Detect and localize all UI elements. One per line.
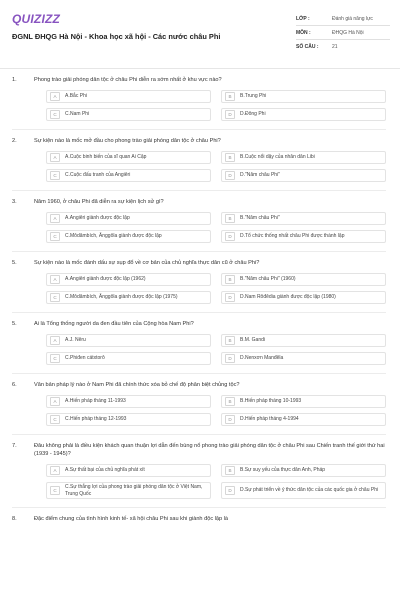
option-letter-box: C (50, 232, 60, 241)
question-text: Văn bản pháp lý nào ở Nam Phi đã chính thức xóa bỏ chế độ phân biệt chủng tộc? (34, 382, 240, 388)
answer-option[interactable] (46, 273, 211, 286)
answer-option[interactable] (221, 169, 386, 182)
meta-label: SỐ CÂU : (296, 44, 319, 50)
meta-value: Đánh giá năng lực (332, 15, 373, 22)
option-letter-box: C (50, 293, 60, 302)
meta-value: 21 (332, 44, 338, 50)
question-item (0, 442, 400, 508)
answer-option[interactable] (221, 90, 386, 103)
option-text: D.Hiến pháp tháng 4-1994 (240, 416, 299, 423)
question-header (12, 76, 386, 84)
answer-option[interactable] (46, 464, 211, 477)
question-item (0, 259, 400, 313)
option-text: A.Cuộc binh biến của sĩ quan Ai Cập (65, 154, 147, 161)
option-letter-box: C (50, 171, 60, 180)
question-item (0, 515, 400, 523)
options-grid (46, 395, 386, 426)
question-header (12, 320, 386, 328)
question-header (12, 198, 386, 206)
option-text: C.Hiến pháp tháng 12-1993 (65, 416, 127, 423)
question-header (12, 259, 386, 267)
question-header (12, 515, 386, 523)
question-text: Sự kiện nào là mốc mở đầu cho phong trào giải phóng dân tộc ở châu Phi? (34, 138, 221, 144)
answer-option[interactable] (46, 169, 211, 182)
meta-row-subject (296, 26, 390, 40)
option-letter-box: D (225, 171, 235, 180)
question-item (0, 320, 400, 374)
answer-option[interactable] (46, 413, 211, 426)
meta-value: ĐHQG Hà Nội (332, 29, 364, 36)
options-grid (46, 464, 386, 499)
answer-option[interactable] (221, 273, 386, 286)
question-number: 7. (12, 443, 17, 449)
question-divider (12, 312, 386, 313)
question-number: 5. (12, 260, 17, 266)
option-letter-box: C (50, 110, 60, 119)
options-grid (46, 273, 386, 304)
answer-option[interactable] (46, 482, 211, 499)
options-grid (46, 334, 386, 365)
option-letter-box: D (225, 110, 235, 119)
option-letter-box: B (225, 336, 235, 345)
answer-option[interactable] (46, 230, 211, 243)
question-text: Phong trào giải phóng dân tộc ở châu Phi diễn ra sớm nhất ở khu vực nào? (34, 77, 222, 83)
question-text: Năm 1960, ở châu Phi đã diễn ra sự kiện lịch sử gì? (34, 199, 164, 205)
option-text: B.Hiến pháp tháng 10-1993 (240, 398, 302, 405)
option-text: D.Nenxơn Manđêla (240, 355, 284, 362)
option-letter-box: B (225, 153, 235, 162)
question-header (12, 381, 386, 389)
answer-option[interactable] (46, 352, 211, 365)
option-text: C.Sự thắng lợi của phong trào giải phóng dân tộc ở Việt Nam, Trung Quốc (65, 484, 203, 497)
option-letter-box: B (225, 275, 235, 284)
option-text: D."Năm châu Phi" (240, 172, 280, 179)
option-text: A.Angiêri giành được độc lập (65, 215, 130, 222)
option-letter-box: A (50, 214, 60, 223)
question-number: 1. (12, 77, 17, 83)
question-divider (12, 129, 386, 130)
question-item (0, 137, 400, 191)
answer-option[interactable] (46, 90, 211, 103)
answer-option[interactable] (221, 212, 386, 225)
question-number: 3. (12, 199, 17, 205)
question-header (12, 137, 386, 145)
option-text: B.M. Gandi (240, 337, 266, 344)
options-grid (46, 90, 386, 121)
option-text: B."Năm châu Phi" (240, 215, 280, 222)
option-letter-box: C (50, 415, 60, 424)
option-letter-box: B (225, 397, 235, 406)
question-item (0, 76, 400, 130)
question-text: Ai là Tổng thống người da đen đầu tiên của Cộng hòa Nam Phi? (34, 321, 194, 327)
question-divider (12, 251, 386, 252)
question-number: 5. (12, 321, 17, 327)
question-list (0, 76, 400, 523)
question-header (12, 442, 386, 458)
answer-option[interactable] (221, 464, 386, 477)
option-letter-box: A (50, 466, 60, 475)
answer-option[interactable] (221, 482, 386, 499)
answer-option[interactable] (221, 413, 386, 426)
option-text: C.Môdămbích, Ănggôla giành được độc lập (1975) (65, 294, 178, 301)
answer-option[interactable] (221, 230, 386, 243)
answer-option[interactable] (221, 352, 386, 365)
option-text: A.Sự thất bại của chủ nghĩa phát xít (65, 467, 145, 474)
answer-option[interactable] (221, 151, 386, 164)
option-letter-box: C (50, 486, 60, 495)
question-text: Đâu không phải là điều kiện khách quan thuận lợi dẫn đến bùng nổ phong trào giải phóng dân tộc ở châu Phi sau Chiến tranh thế giới thứ hai (1939 - 1945)? (34, 443, 385, 457)
header (0, 0, 400, 62)
question-divider (12, 373, 386, 374)
question-text: Đặc điểm chung của tình hình kinh tế- xã hội châu Phi sau khi giành độc lập là (34, 516, 229, 522)
answer-option[interactable] (46, 334, 211, 347)
option-text: C.Môdămbích, Ănggôla giành được độc lập (65, 233, 162, 240)
option-text: A.Angiêri giành được độc lập (1962) (65, 276, 146, 283)
page-title: ĐGNL ĐHQG Hà Nội - Khoa học xã hội - Các nước châu Phi (12, 32, 221, 41)
header-divider (0, 68, 400, 69)
option-letter-box: C (50, 354, 60, 363)
question-divider (12, 434, 386, 435)
option-letter-box: B (225, 92, 235, 101)
option-text: D.Tổ chức thống nhất châu Phi được thành lập (240, 233, 345, 240)
question-divider (12, 190, 386, 191)
meta-row-class (296, 12, 390, 26)
question-number: 2. (12, 138, 17, 144)
option-text: C.Nam Phi (65, 111, 90, 118)
meta-row-count (296, 40, 390, 54)
option-letter-box: A (50, 275, 60, 284)
answer-option[interactable] (221, 108, 386, 121)
option-text: C.Phiđen cátxtorô (65, 355, 105, 362)
question-item (0, 198, 400, 252)
option-text: B."Năm châu Phi" (1960) (240, 276, 296, 283)
option-text: A.J. Nêru (65, 337, 86, 344)
answer-option[interactable] (46, 291, 211, 304)
option-letter-box: D (225, 293, 235, 302)
answer-option[interactable] (221, 291, 386, 304)
question-divider (12, 507, 386, 508)
option-text: D.Đông Phi (240, 111, 266, 118)
option-text: B.Trung Phi (240, 93, 267, 100)
question-item (0, 381, 400, 435)
option-text: B.Sự suy yếu của thực dân Anh, Pháp (240, 467, 326, 474)
option-letter-box: A (50, 336, 60, 345)
answer-option[interactable] (221, 395, 386, 408)
meta-table (296, 12, 390, 54)
option-text: D.Nam Rôđêdia giành được độc lập (1980) (240, 294, 336, 301)
option-letter-box: D (225, 415, 235, 424)
option-text: C.Cuộc đấu tranh của Angiêri (65, 172, 131, 179)
meta-label: MÔN : (296, 29, 311, 36)
answer-option[interactable] (46, 212, 211, 225)
option-letter-box: D (225, 486, 235, 495)
answer-option[interactable] (221, 334, 386, 347)
option-letter-box: D (225, 232, 235, 241)
question-text: Sự kiện nào là mốc đánh dấu sự sụp đổ về cơ bản của chủ nghĩa thực dân cũ ở châu Phi? (34, 260, 260, 266)
option-text: A.Hiến pháp tháng 11-1993 (65, 398, 126, 405)
option-letter-box: D (225, 354, 235, 363)
option-letter-box: B (225, 214, 235, 223)
answer-option[interactable] (46, 108, 211, 121)
options-grid (46, 151, 386, 182)
answer-option[interactable] (46, 395, 211, 408)
question-number: 6. (12, 382, 17, 388)
answer-option[interactable] (46, 151, 211, 164)
option-letter-box: A (50, 397, 60, 406)
option-letter-box: A (50, 153, 60, 162)
meta-label: LỚP : (296, 15, 310, 22)
option-text: A.Bắc Phi (65, 93, 87, 100)
option-letter-box: A (50, 92, 60, 101)
question-number: 8. (12, 516, 17, 522)
quizizz-logo: QUIZIZZ (12, 12, 61, 26)
options-grid (46, 212, 386, 243)
option-text: B.Cuộc nổi dậy của nhân dân Libi (240, 154, 315, 161)
option-letter-box: B (225, 466, 235, 475)
option-text: D.Sự phát triển về ý thức dân tộc của các quốc gia ở châu Phi (240, 487, 379, 494)
